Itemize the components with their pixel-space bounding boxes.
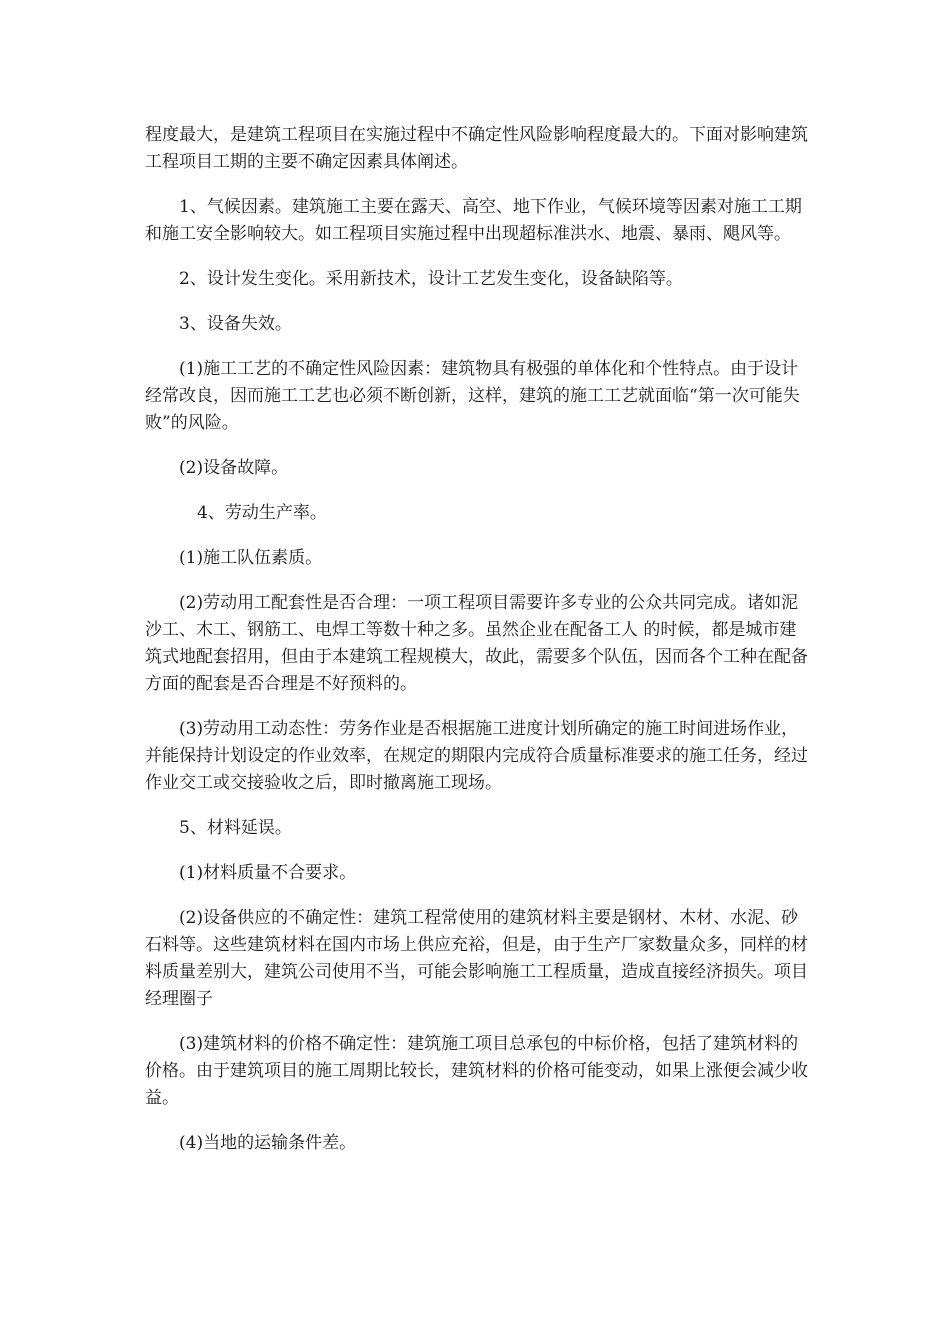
paragraph-labor-matching: (2)劳动用工配套性是否合理：一项工程项目需要许多专业的公众共同完成。诸如泥沙工、木工、钢筋工、电焊工等数十种之多。虽然企业在配备工人 的时候，都是城市建筑式地配套招用，但由于本建筑工程规模大，故此，需要多个队伍，因而各个工种在配备方面的配套是否合理是不好预料的。: [145, 593, 808, 694]
paragraph-labor-productivity: 4、劳动生产率。: [197, 503, 327, 523]
paragraph-equipment-failure: 3、设备失效。: [179, 314, 292, 334]
paragraph-intro-continued: 程度最大，是建筑工程项目在实施过程中不确定性风险影响程度最大的。下面对影响建筑工程项目工期的主要不确定因素具体阐述。: [145, 125, 808, 172]
paragraph-supply-uncertainty: (2)设备供应的不确定性：建筑工程常使用的建筑材料主要是钢材、木材、水泥、砂石料等。这些建筑材料在国内市场上供应充裕，但是，由于生产厂家数量众多，同样的材料质量差别大，建筑公司使用不当，可能会影响施工工程质量，造成直接经济损失。项目经理圈子: [145, 908, 808, 1009]
paragraph-labor-dynamics: (3)劳动用工动态性：劳务作业是否根据施工进度计划所确定的施工时间进场作业，并能保持计划设定的作业效率，在规定的期限内完成符合质量标准要求的施工任务，经过作业交工或交接验收之后，即时撤离施工现场。: [145, 719, 808, 793]
document-body: [145, 122, 810, 1157]
paragraph-equipment-malfunction: (2)设备故障。: [179, 458, 289, 478]
paragraph-transport-conditions: (4)当地的运输条件差。: [179, 1133, 357, 1153]
paragraph-construction-process-risk: (1)施工工艺的不确定性风险因素：建筑物具有极强的单体化和个性特点。由于设计经常改良，因而施工工艺也必须不断创新，这样，建筑的施工工艺就面临“第一次可能失败”的风险。: [145, 359, 800, 433]
paragraph-climate-factor: 1、气候因素。建筑施工主要在露天、高空、地下作业，气候环境等因素对施工工期和施工安全影响较大。如工程项目实施过程中出现超标准洪水、地震、暴雨、飓风等。: [145, 197, 802, 244]
paragraph-material-quality: (1)材料质量不合要求。: [179, 863, 357, 883]
paragraph-design-change: 2、设计发生变化。采用新技术，设计工艺发生变化，设备缺陷等。: [179, 269, 683, 289]
paragraph-material-delay: 5、材料延误。: [179, 818, 292, 838]
paragraph-team-quality: (1)施工队伍素质。: [179, 548, 323, 568]
paragraph-price-uncertainty: (3)建筑材料的价格不确定性：建筑施工项目总承包的中标价格，包括了建筑材料的价格。由于建筑项目的施工周期比较长，建筑材料的价格可能变动，如果上涨便会减少收益。: [145, 1034, 808, 1108]
